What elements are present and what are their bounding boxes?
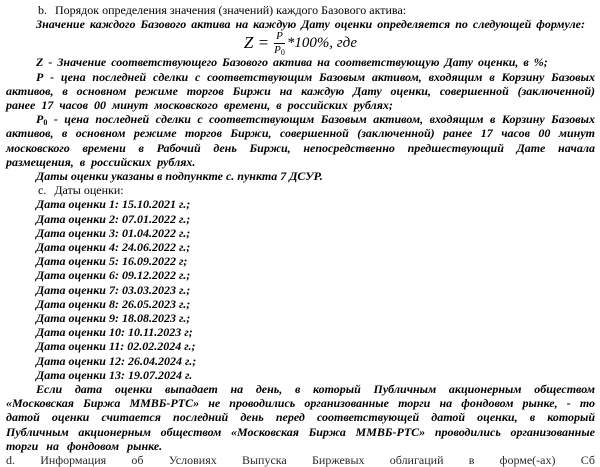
fraction-denominator-subscript: 0 xyxy=(280,47,285,57)
valuation-date-line-10: Дата оценки 10: 10.11.2023 г; xyxy=(36,325,193,340)
valuation-date-line-13: Дата оценки 13: 19.07.2024 г. xyxy=(36,367,193,382)
valuation-date-line-2: Дата оценки 2: 07.01.2022 г.; xyxy=(36,211,191,226)
clause-b-text: Порядок определения значения (значений) каждого Базового актива: xyxy=(55,3,407,17)
fraction-denominator xyxy=(274,44,285,56)
definition-p: Р - цена последней сделки с соответствующим Базовым активом, входящим в Корзину Базовых активов, в основном режиме торгов Биржи на каждую Дату оценки, совершенной (заключенной) ранее 17 часов 00 минут московского времени, в российских рублях; xyxy=(6,69,595,113)
clipped-next-line: d. Информация об Условиях Выпуска Биржевых облигаций в форме(-ах) Сб xyxy=(6,453,595,467)
fraction-denominator-base: P xyxy=(274,43,281,56)
valuation-date-line-5: Дата оценки 5: 16.09.2022 г; xyxy=(36,254,188,269)
formula xyxy=(6,31,595,55)
clause-c-line xyxy=(6,183,595,197)
valuation-date-line-3: Дата оценки 3: 01.04.2022 г.; xyxy=(36,225,191,240)
valuation-date-line-9: Дата оценки 9: 18.08.2023 г.; xyxy=(36,311,191,326)
valuation-date-line-4: Дата оценки 4: 24.06.2022 г.; xyxy=(36,240,191,255)
dates-reference-line: Даты оценки указаны в подпункте с. пункта 7 ДСУР. xyxy=(36,169,323,184)
definition-p0-subscript: 0 xyxy=(43,118,48,128)
valuation-date-line-8: Дата оценки 8: 26.05.2023 г.; xyxy=(36,296,191,311)
valuation-date-line-1: Дата оценки 1: 15.10.2021 г.; xyxy=(36,197,191,212)
valuation-dates-list xyxy=(6,197,595,382)
clause-c-marker: c. xyxy=(38,183,47,198)
formula-lhs: Z = xyxy=(243,33,270,53)
definition-p0-rest: - цена последней сделки с соответствующим Базовым активом, входящим в Корзину Базовых активов, в основном режиме торгов Биржи, совершенной (заключенной) ранее 17 часов 00 минут московского времени в Рабочий день Биржи, непосредственно предшествующий Дате начала размещения, в российских рублях. xyxy=(6,112,595,169)
definition-p0 xyxy=(6,112,595,169)
clause-b-marker: b. xyxy=(38,3,47,17)
fraction-numerator: P xyxy=(276,29,283,42)
valuation-date-line-12: Дата оценки 12: 26.04.2024 г.; xyxy=(36,353,197,368)
valuation-date-line-11: Дата оценки 11: 02.02.2024 г.; xyxy=(36,339,196,354)
valuation-date-line-7: Дата оценки 7: 03.03.2023 г.; xyxy=(36,282,191,297)
definition-z: Z - Значение соответствующего Базового актива на соответствующую Дату оценки, в %; xyxy=(36,55,548,70)
clause-b-line xyxy=(6,3,595,17)
valuation-date-line-6: Дата оценки 6: 09.12.2022 г.; xyxy=(36,268,191,283)
formula-fraction xyxy=(274,31,285,56)
formula-rhs: *100%, где xyxy=(286,35,358,52)
trading-fallback-paragraph: Если дата оценки выпадает на день, в который Публичным акционерным обществом «Московская Биржа ММВБ-РТС» не проводились организованные торги на фондовом рынке, - то датой оценки считается последний день перед соответствующей датой оценки, в который Публичным акционерным обществом «Московская Биржа ММВБ-РТС» проводились организованные торги на фондовом рынке. xyxy=(6,382,595,453)
clause-c-text: Даты оценки: xyxy=(54,183,124,198)
intro-paragraph: Значение каждого Базового актива на каждую Дату оценки определяется по следующей формуле: xyxy=(36,17,585,32)
definition-p0-base: Р xyxy=(36,112,44,127)
